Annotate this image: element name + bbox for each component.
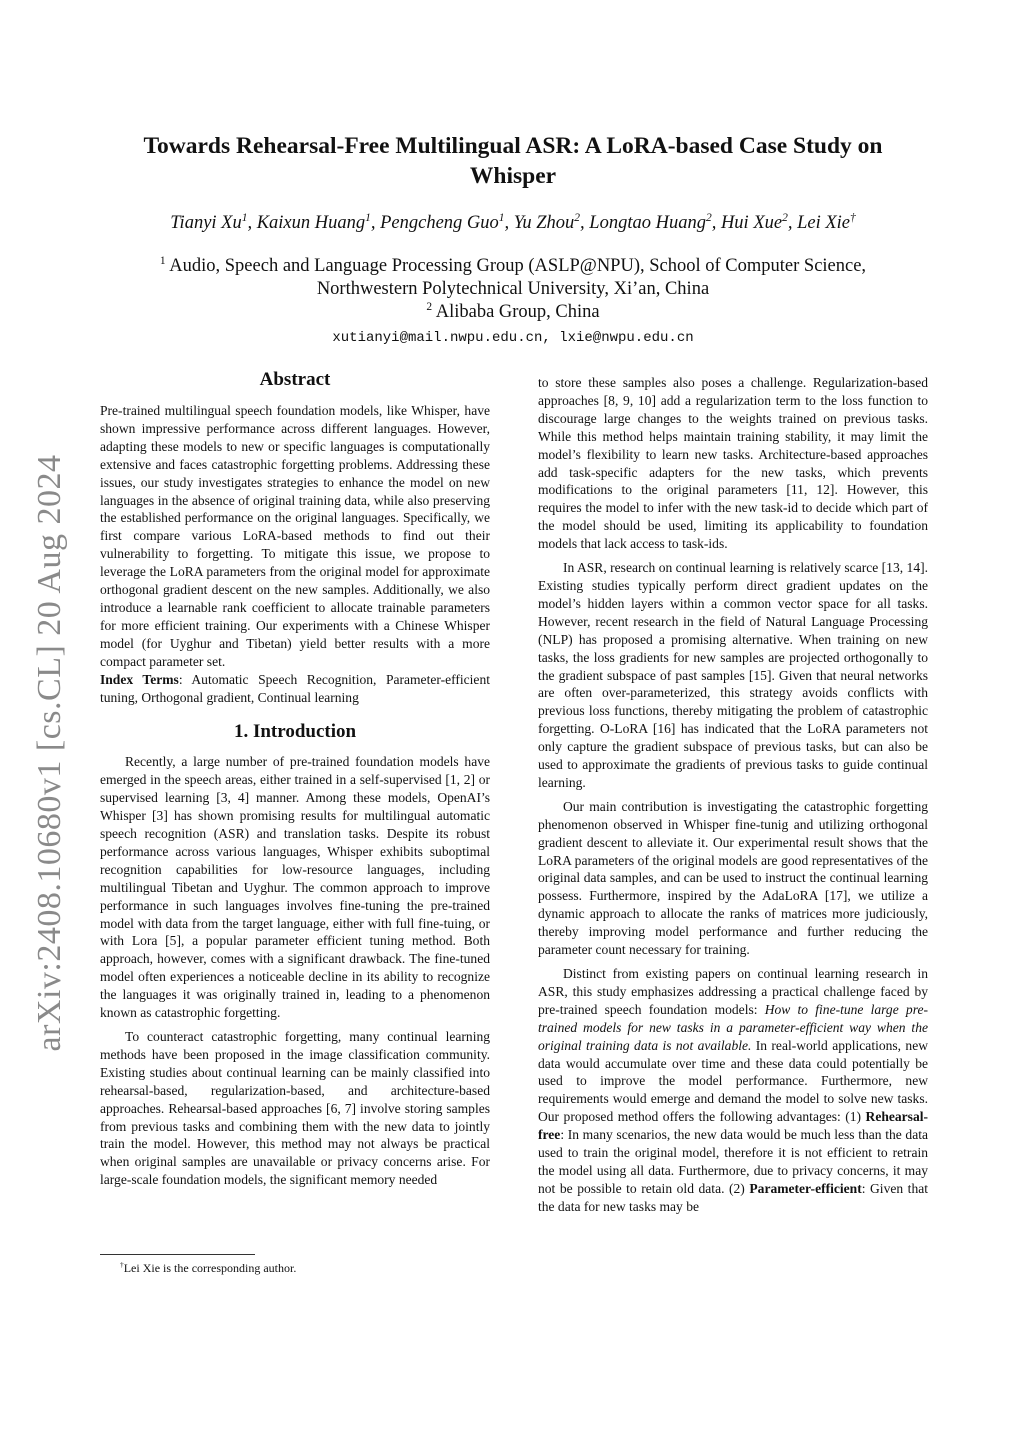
intro-paragraph-1: Recently, a large number of pre-trained foundation models have emerged in the speech areas, either trained in a self-supervised [1, 2] or supervised learning [3, 4] manner. Among these models, OpenAI’s Whisper [3] has shown promising results for multilingual automatic speech recognition (ASR) and translation tasks. Despite its robust performance across various languages, Whisper exhibits suboptimal recognition capabilities for low-resource languages, including multilingual Tibetan and Uyghur. The common approach to improve performance in such languages involves fine-tuning the pre-trained model with data from the target language, either with full fine-tuing, or with Lora [5], a popular parameter efficient tuning method. Both approach, however, comes with a significant drawback. The fine-tuned model often experiences a noticeable decline in its ability to recognize the languages it was originally trained in, leading to a phenomenon known as catastrophic forgetting. xyxy=(100,754,490,1021)
intro-paragraph-2: To counteract catastrophic forgetting, many continual learning methods have been proposed in the image classification community. Existing studies about continual learning can be mainly classified into rehearsal-based, regularization-based, and architecture-based approaches. Rehearsal-based approaches [6, 7] involve storing samples from previous tasks and combining them with the new data to jointly train the model. However, this method may not always be practical when original samples are unavailable or privacy concerns arise. For large-scale foundation models, the significant memory needed xyxy=(100,1029,490,1188)
intro-paragraph-4: Our main contribution is investigating the catastrophic forgetting phenomenon observed in Whisper fine-tunig and utilizing orthogonal gradient descent to alleviate it. Our experimental result shows that the LoRA parameters of the original models are good representatives of the original data samples, and can be used to instruct the continual learning possess. Furthermore, inspired by the AdaLoRA [17], we utilize a dynamic approach to allocate the ranks of matrices more judiciously, thereby improving model performance and further reducing the parameter count necessary for training. xyxy=(538,798,928,958)
index-terms-text: : Automatic Speech Recognition, Parameter-efficient tuning, Orthogonal gradient, Continual learning xyxy=(100,671,490,705)
author: Longtao Huang$^2$, xyxy=(589,211,721,233)
footnote-divider xyxy=(100,1254,255,1255)
affiliations xyxy=(100,255,926,324)
index-terms-label: Index Terms xyxy=(100,671,179,687)
introduction-heading: 1. Introduction xyxy=(233,721,357,743)
research-question: How to fine-tune large pre-trained models for new tasks in a parameter-efficient way when the original training data is not available. xyxy=(538,1001,928,1053)
title-line-1: Towards Rehearsal-Free Multilingual ASR: A LoRA-based Case Study on xyxy=(143,133,883,159)
affiliation-1-cont: Northwestern Polytechnical University, Xi’an, China xyxy=(316,279,710,299)
intro-paragraph-2-continued: to store these samples also poses a challenge. Regularization-based approaches [8, 9, 10] add a regularization term to the loss function to discourage large changes to the weights trained on previous tasks. While this method helps maintain training stability, it may limit the model’s flexibility to learn new tasks. Architecture-based approaches add task-specific adapters for the new tasks, which prevents modifications to the original parameters [11, 12]. However, this requires the model to infer with the new task-id to decide which part of the model should be used, limiting its applicability to foundation models that lack access to task-ids. xyxy=(538,375,928,552)
author: Pengcheng Guo$^1$, xyxy=(380,211,514,233)
advantage-2-label: Parameter-efficient xyxy=(749,1180,862,1196)
author-list xyxy=(100,210,926,236)
right-column xyxy=(538,374,928,1216)
abstract-body: Pre-trained multilingual speech foundation models, like Whisper, have shown impressive performance across different languages. However, adapting these models to new or specific languages is computationally extensive and faces catastrophic forgetting problems. Addressing these issues, our study investigates strategies to enhance the model on new languages in the absence of original training data, while also preserving the established performance on the original languages. Specifically, we first compare various LoRA-based methods to find out their vulnerability to forgetting. To mitigate this issue, we propose to leverage the LoRA parameters from the original model for approximate orthogonal gradient descent on the new samples. Additionally, we also introduce a learnable rank coefficient to allocate trainable parameters for more efficient training. Our experiments with a Chinese Whisper model (for Uyghur and Tibetan) yield better results with a more compact parameter set. xyxy=(100,403,490,669)
author-emails: xutianyi@mail.nwpu.edu.cn, lxie@nwpu.edu.cn xyxy=(332,330,694,346)
author: Kaixun Huang$^1$, xyxy=(256,211,381,233)
intro-paragraph-5: Distinct from existing papers on continual learning research in ASR, this study emphasizes addressing a practical challenge faced by pre-trained speech foundation models: How to fine-tune large pre-trained models for new tasks in a parameter-efficient way when the original training data is not available. In real-world applications, new data would accumulate over time and these data could potentially be used to improve the model performance. Furthermore, new requirements would emerge and demand the model to solve new tasks. Our proposed method offers the following advantages: (1) Rehearsal-free: In many scenarios, the new data would be much less than the data used to train the original model, therefore it is not efficient to retrain the model using all data. Furthermore, due to privacy concerns, it may not be possible to retain old data. (2) Parameter-efficient: Given that the data for new tasks may be xyxy=(538,966,928,1214)
footnote: †Lei Xie is the corresponding author. xyxy=(120,1260,297,1275)
author: Yu Zhou$^2$, xyxy=(513,211,590,233)
author: Hui Xue$^2$, xyxy=(720,211,798,233)
author: Tianyi Xu$^1$, xyxy=(170,211,257,233)
author: Lei Xie† xyxy=(797,211,856,233)
arxiv-identifier: arXiv:2408.10680v1 [cs.CL] 20 Aug 2024 xyxy=(31,454,68,1052)
advantage-1-label: Rehearsal-free xyxy=(538,1109,928,1143)
left-column xyxy=(100,368,490,1189)
index-terms xyxy=(100,671,490,707)
abstract-heading: Abstract xyxy=(259,369,331,390)
intro-paragraph-3: In ASR, research on continual learning is relatively scarce [13, 14]. Existing studies typically perform direct gradient updates on the model’s hidden layers within a common vector space for all tasks. However, recent research in the field of Natural Language Processing (NLP) has proposed a promising alternative. When training on new tasks, the loss gradients for new samples are projected orthogonally to the gradient subspace of past samples [15]. Given that neural networks are often over-parameterized, this strategy avoids conflicts with previous loss functions, thereby mitigating the problem of catastrophic forgetting. O-LoRA [16] has indicated that the LoRA parameters not only capture the gradient subspace of previous tasks, but can also be used to approximate the gradients of previous tasks to guide continual learning. xyxy=(538,560,928,790)
affiliation-2: $^2$ Alibaba Group, China xyxy=(426,300,600,322)
paper-title xyxy=(100,131,926,191)
affiliation-1: $^1$ Audio, Speech and Language Processing Group (ASLP@NPU), School of Computer Science, xyxy=(159,254,867,276)
title-line-2: Whisper xyxy=(469,163,557,189)
